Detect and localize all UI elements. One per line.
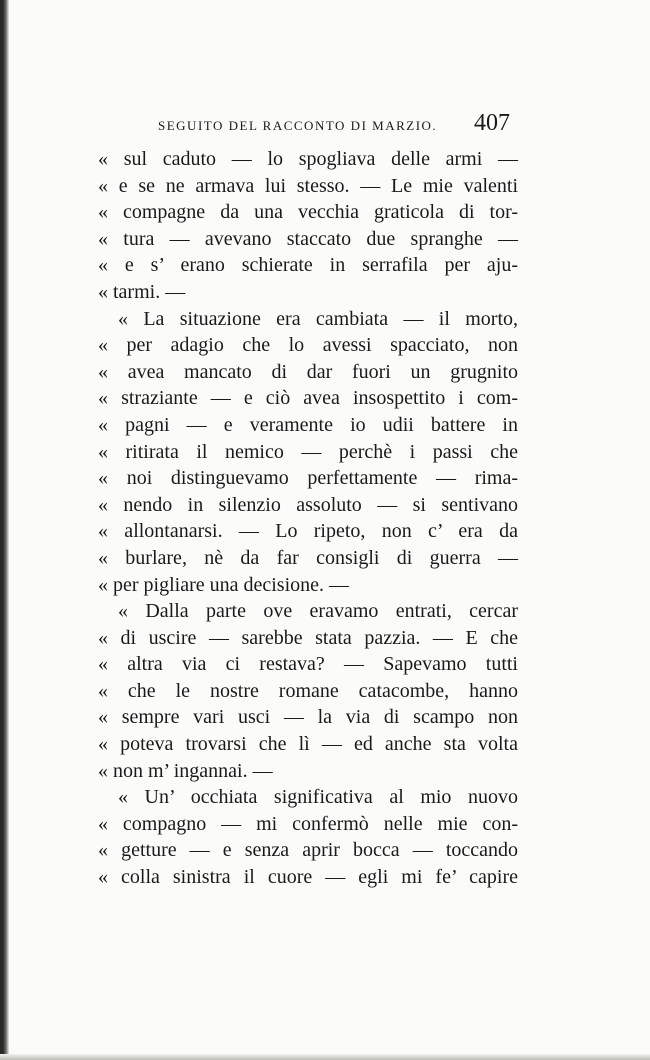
text-line: « tura — avevano staccato due spranghe — [98, 227, 518, 250]
text-line: « straziante — e ciò avea insospettito i com- [98, 387, 518, 410]
page-bottom-edge [0, 1054, 650, 1060]
text-line: « avea mancato di dar fuori un grugnito [98, 360, 518, 383]
text-line: « e s’ erano schierate in serrafila per aju- [98, 254, 518, 277]
text-line: « compagno — mi confermò nelle mie con- [98, 812, 518, 835]
text-line: « Dalla parte ove eravamo entrati, cercar [118, 600, 518, 623]
text-line: « poteva trovarsi che lì — ed anche sta volta [98, 733, 518, 756]
body-text [98, 146, 518, 891]
text-line: « pagni — e veramente io udii battere in [98, 413, 518, 436]
text-line: « La situazione era cambiata — il morto, [118, 307, 518, 330]
page-binding-edge [0, 0, 9, 1060]
text-line: « compagne da una vecchia graticola di tor- [98, 201, 518, 224]
text-line: « ritirata il nemico — perchè i passi che [98, 440, 518, 463]
text-line: « burlare, nè da far consigli di guerra — [98, 546, 518, 569]
text-line: « che le nostre romane catacombe, hanno [98, 679, 518, 702]
text-line: « colla sinistra il cuore — egli mi fe’ capire [98, 866, 518, 889]
text-line: « non m’ ingannai. — [98, 759, 273, 782]
text-line: « nendo in silenzio assoluto — si sentivano [98, 493, 518, 516]
text-line: « sempre vari usci — la via di scampo non [98, 706, 518, 729]
text-line: « per adagio che lo avessi spacciato, non [98, 334, 518, 357]
running-title: SEGUITO DEL RACCONTO DI MARZIO. [158, 118, 438, 133]
text-line: « sul caduto — lo spogliava delle armi — [98, 148, 518, 170]
text-line: « Un’ occhiata significativa al mio nuovo [118, 786, 518, 809]
text-line: « noi distinguevamo perfettamente — rima- [98, 467, 518, 490]
page-header [158, 110, 518, 140]
text-line: « di uscire — sarebbe stata pazzia. — E che [98, 626, 518, 649]
page-number: 407 [474, 110, 510, 136]
text-line: « altra via ci restava? — Sapevamo tutti [98, 653, 518, 676]
text-line: « allontanarsi. — Lo ripeto, non c’ era da [98, 520, 518, 543]
text-line: « per pigliare una decisione. — [98, 573, 350, 596]
text-line: « getture — e senza aprir bocca — toccando [98, 839, 518, 862]
text-line: « tarmi. — [98, 280, 186, 303]
text-line: « e se ne armava lui stesso. — Le mie valenti [98, 174, 518, 197]
